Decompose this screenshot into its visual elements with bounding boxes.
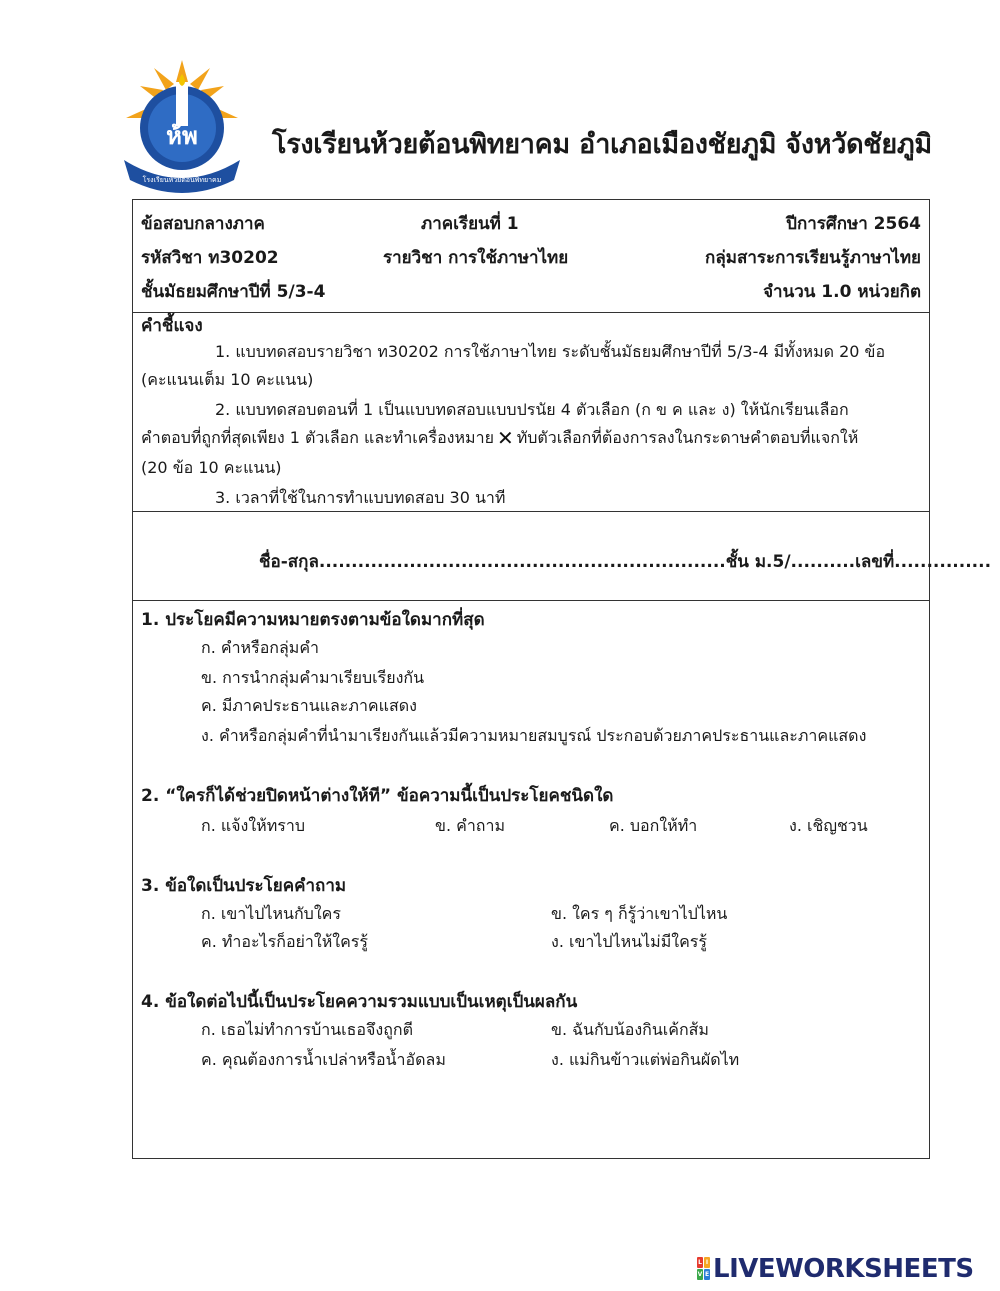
answer-option[interactable]: ข. คำถาม bbox=[435, 816, 506, 835]
semester: ภาคเรียนที่ 1 bbox=[421, 214, 519, 234]
answer-option[interactable]: ข. การนำกลุ่มคำมาเรียบเรียงกัน bbox=[201, 668, 425, 687]
subject-group: กลุ่มสาระการเรียนรู้ภาษาไทย bbox=[705, 248, 921, 268]
answer-option[interactable]: ง. เขาไปไหนไม่มีใครรู้ bbox=[551, 932, 707, 951]
svg-text:โรงเรียนห้วยต้อนพิทยาคม: โรงเรียนห้วยต้อนพิทยาคม bbox=[142, 176, 222, 184]
answer-option[interactable]: ค. มีภาคประธานและภาคแสดง bbox=[201, 696, 417, 715]
course-name: รายวิชา การใช้ภาษาไทย bbox=[383, 248, 569, 268]
credits: จำนวน 1.0 หน่วยกิต bbox=[763, 282, 921, 302]
instruction-text: คำตอบที่ถูกที่สุดเพียง 1 ตัวเลือก และทำเครื่องหมาย bbox=[141, 428, 494, 447]
divider bbox=[133, 511, 929, 512]
answer-option[interactable]: ก. เธอไม่ทำการบ้านเธอจึงถูกตี bbox=[201, 1020, 413, 1039]
instructions-title: คำชี้แจง bbox=[141, 316, 203, 336]
question-text: 4. ข้อใดต่อไปนี้เป็นประโยคความรวมแบบเป็นเหตุเป็นผลกัน bbox=[141, 992, 578, 1012]
course-code: รหัสวิชา ท30202 bbox=[141, 248, 279, 268]
instruction-line: (20 ข้อ 10 คะแนน) bbox=[141, 458, 282, 477]
answer-option[interactable]: ค. คุณต้องการน้ำเปล่าหรือน้ำอัดลม bbox=[201, 1050, 446, 1069]
brand-box: E bbox=[704, 1271, 710, 1278]
answer-option[interactable]: ก. แจ้งให้ทราบ bbox=[201, 816, 305, 835]
instruction-text: ทับตัวเลือกที่ต้องการลงในกระดาษคำตอบที่แจกให้ bbox=[516, 428, 859, 447]
question-text: 3. ข้อใดเป็นประโยคคำถาม bbox=[141, 876, 347, 896]
brand-box: V bbox=[697, 1271, 703, 1278]
instruction-line: 2. แบบทดสอบตอนที่ 1 เป็นแบบทดสอบแบบปรนัย 4 ตัวเลือก (ก ข ค และ ง) ให้นักเรียนเลือก bbox=[215, 400, 849, 419]
question-text: 2. “ใครก็ได้ช่วยปิดหน้าต่างให้ที” ข้อความนี้เป็นประโยคชนิดใด bbox=[141, 786, 614, 806]
question-text: 1. ประโยคมีความหมายตรงตามข้อใดมากที่สุด bbox=[141, 610, 485, 630]
answer-option[interactable]: ง. คำหรือกลุ่มคำที่นำมาเรียงกันแล้วมีความหมายสมบูรณ์ ประกอบด้วยภาคประธานและภาคแสดง bbox=[201, 726, 867, 745]
answer-option[interactable]: ค. ทำอะไรก็อย่าให้ใครรู้ bbox=[201, 932, 368, 951]
x-mark-icon: ✕ bbox=[496, 426, 514, 450]
answer-option[interactable]: ค. บอกให้ทำ bbox=[609, 816, 698, 835]
school-name: โรงเรียนห้วยต้อนพิทยาคม อำเภอเมืองชัยภูมิ จังหวัดชัยภูมิ bbox=[272, 129, 932, 160]
instruction-line: 3. เวลาที่ใช้ในการทำแบบทดสอบ 30 นาที bbox=[215, 488, 506, 507]
brand-box: L bbox=[698, 1259, 702, 1266]
answer-option[interactable]: ข. ฉันกับน้องกินเค้กส้ม bbox=[551, 1020, 709, 1039]
brand-box: I bbox=[705, 1259, 709, 1266]
instruction-line: 1. แบบทดสอบรายวิชา ท30202 การใช้ภาษาไทย ระดับชั้นมัธยมศึกษาปีที่ 5/3-4 มีทั้งหมด 20 ข้อ bbox=[215, 342, 886, 361]
divider bbox=[133, 600, 929, 601]
exam-type: ข้อสอบกลางภาค bbox=[141, 214, 265, 234]
brand-name: LIVEWORKSHEETS bbox=[713, 1254, 974, 1284]
school-logo bbox=[118, 56, 246, 196]
divider bbox=[133, 312, 929, 313]
answer-option[interactable]: ข. ใคร ๆ ก็รู้ว่าเขาไปไหน bbox=[551, 904, 728, 923]
academic-year: ปีการศึกษา 2564 bbox=[786, 214, 921, 234]
instruction-line: (คะแนนเต็ม 10 คะแนน) bbox=[141, 370, 314, 389]
answer-option[interactable]: ก. เขาไปไหนกับใคร bbox=[201, 904, 341, 923]
instruction-line bbox=[141, 426, 858, 451]
exam-frame bbox=[132, 199, 992, 1159]
answer-option[interactable]: ง. เชิญชวน bbox=[789, 816, 868, 835]
brand-boxes-icon bbox=[697, 1257, 711, 1281]
answer-option[interactable]: ก. คำหรือกลุ่มคำ bbox=[201, 638, 320, 657]
grade-level: ชั้นมัธยมศึกษาปีที่ 5/3-4 bbox=[141, 282, 326, 302]
student-info-line[interactable]: ชื่อ-สกุล...............................................................ชั้น ม.5/..........เลขที่............... bbox=[259, 552, 992, 572]
answer-option[interactable]: ง. แม่กินข้าวแต่พ่อกินผัดไท bbox=[551, 1050, 740, 1069]
svg-text:ห้พ: ห้พ bbox=[166, 122, 198, 150]
